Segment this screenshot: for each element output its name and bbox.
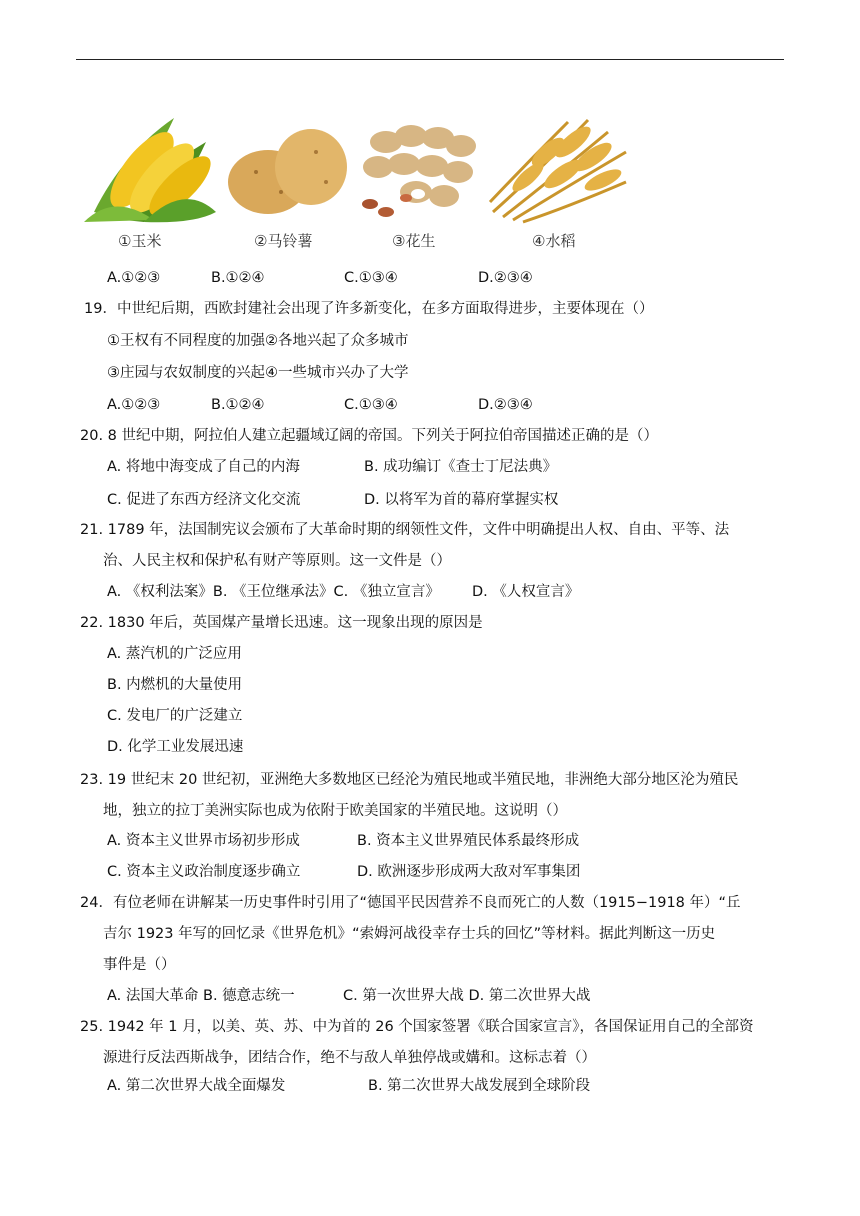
peanut-icon <box>356 112 486 250</box>
q19-option-d[interactable]: D.②③④ <box>478 397 533 413</box>
q21-option-d[interactable]: D. 《人权宣言》 <box>472 584 580 600</box>
q22-option-b[interactable]: B. 内燃机的大量使用 <box>107 677 243 693</box>
q24-options-cd[interactable]: C. 第一次世界大战 D. 第二次世界大战 <box>343 988 591 1004</box>
q23-option-a[interactable]: A. 资本主义世界市场初步形成 <box>107 833 300 849</box>
corn-icon <box>84 112 216 250</box>
q22-stem: 22. 1830 年后，英国煤产量增长迅速。这一现象出现的原因是 <box>80 615 483 631</box>
q18-option-a[interactable]: A.①②③ <box>107 270 161 286</box>
q25-stem-line-2: 源进行反法西斯战争，团结合作，绝不与敌人单独停战或媾和。这标志着（） <box>103 1050 596 1066</box>
q19-stem: 19．中世纪后期，西欧封建社会出现了许多新变化，在多方面取得进步，主要体现在（） <box>84 301 654 317</box>
q21-stem-line-1: 21. 1789 年，法国制宪议会颁布了大革命时期的纲领性文件，文件中明确提出人权、自由、平等、法 <box>80 522 730 538</box>
q25-option-a[interactable]: A. 第二次世界大战全面爆发 <box>107 1078 286 1094</box>
q20-option-c[interactable]: C. 促进了东西方经济文化交流 <box>107 492 301 508</box>
q19-option-b[interactable]: B.①②④ <box>211 397 265 413</box>
q21-stem-line-2: 治、人民主权和保护私有财产等原则。这一文件是（） <box>103 553 451 569</box>
q18-option-b[interactable]: B.①②④ <box>211 270 265 286</box>
caption: ②马铃薯 <box>254 232 313 250</box>
q20-option-a[interactable]: A. 将地中海变成了自己的内海 <box>107 459 300 475</box>
q18-option-c[interactable]: C.①③④ <box>344 270 398 286</box>
q19-item-2: ③庄园与农奴制度的兴起④一些城市兴办了大学 <box>107 365 409 381</box>
potato-icon <box>226 112 351 250</box>
q24-options-ab[interactable]: A. 法国大革命 B. 德意志统一 <box>107 988 295 1004</box>
q25-stem-line-1: 25. 1942 年 1 月，以美、英、苏、中为首的 26 个国家签署《联合国家宣言》，各国保证用自己的全部资 <box>80 1019 754 1035</box>
q24-stem-line-3: 事件是（） <box>103 957 176 973</box>
caption: ③花生 <box>392 232 436 250</box>
q23-stem-line-1: 23. 19 世纪末 20 世纪初，亚洲绝大多数地区已经沦为殖民地或半殖民地，非洲绝大部分地区沦为殖民 <box>80 772 739 788</box>
q19-item-1: ①王权有不同程度的加强②各地兴起了众多城市 <box>107 333 409 349</box>
q24-stem-line-1: 24．有位老师在讲解某一历史事件时引用了“德国平民因营养不良而死亡的人数（1915−1918 年）“丘 <box>80 895 741 911</box>
q22-option-a[interactable]: A. 蒸汽机的广泛应用 <box>107 646 242 662</box>
q23-stem-line-2: 地，独立的拉丁美洲实际也成为依附于欧美国家的半殖民地。这说明（） <box>103 803 567 819</box>
q18-option-d[interactable]: D.②③④ <box>478 270 533 286</box>
q25-option-b[interactable]: B. 第二次世界大战发展到全球阶段 <box>368 1078 591 1094</box>
q24-stem-line-2: 吉尔 1923 年写的回忆录《世界危机》“索姆河战役幸存士兵的回忆”等材料。据此判断这一历史 <box>103 926 716 942</box>
q20-option-d[interactable]: D. 以将军为首的幕府掌握实权 <box>364 492 559 508</box>
caption: ①玉米 <box>118 232 162 250</box>
q22-option-d[interactable]: D. 化学工业发展迅速 <box>107 739 244 755</box>
q20-option-b[interactable]: B. 成功编订《查士丁尼法典》 <box>364 459 558 475</box>
q19-option-a[interactable]: A.①②③ <box>107 397 161 413</box>
rice-icon <box>488 112 628 250</box>
q21-options-abc[interactable]: A. 《权利法案》B. 《王位继承法》C. 《独立宣言》 <box>107 584 440 600</box>
header-rule <box>76 59 784 60</box>
q23-option-c[interactable]: C. 资本主义政治制度逐步确立 <box>107 864 301 880</box>
q19-option-c[interactable]: C.①③④ <box>344 397 398 413</box>
crop-images-row <box>84 112 630 257</box>
q22-option-c[interactable]: C. 发电厂的广泛建立 <box>107 708 243 724</box>
q20-stem: 20. 8 世纪中期，阿拉伯人建立起疆域辽阔的帝国。下列关于阿拉伯帝国描述正确的是（） <box>80 428 658 444</box>
q23-option-b[interactable]: B. 资本主义世界殖民体系最终形成 <box>357 833 580 849</box>
q23-option-d[interactable]: D. 欧洲逐步形成两大敌对军事集团 <box>357 864 581 880</box>
caption: ④水稻 <box>532 232 576 250</box>
